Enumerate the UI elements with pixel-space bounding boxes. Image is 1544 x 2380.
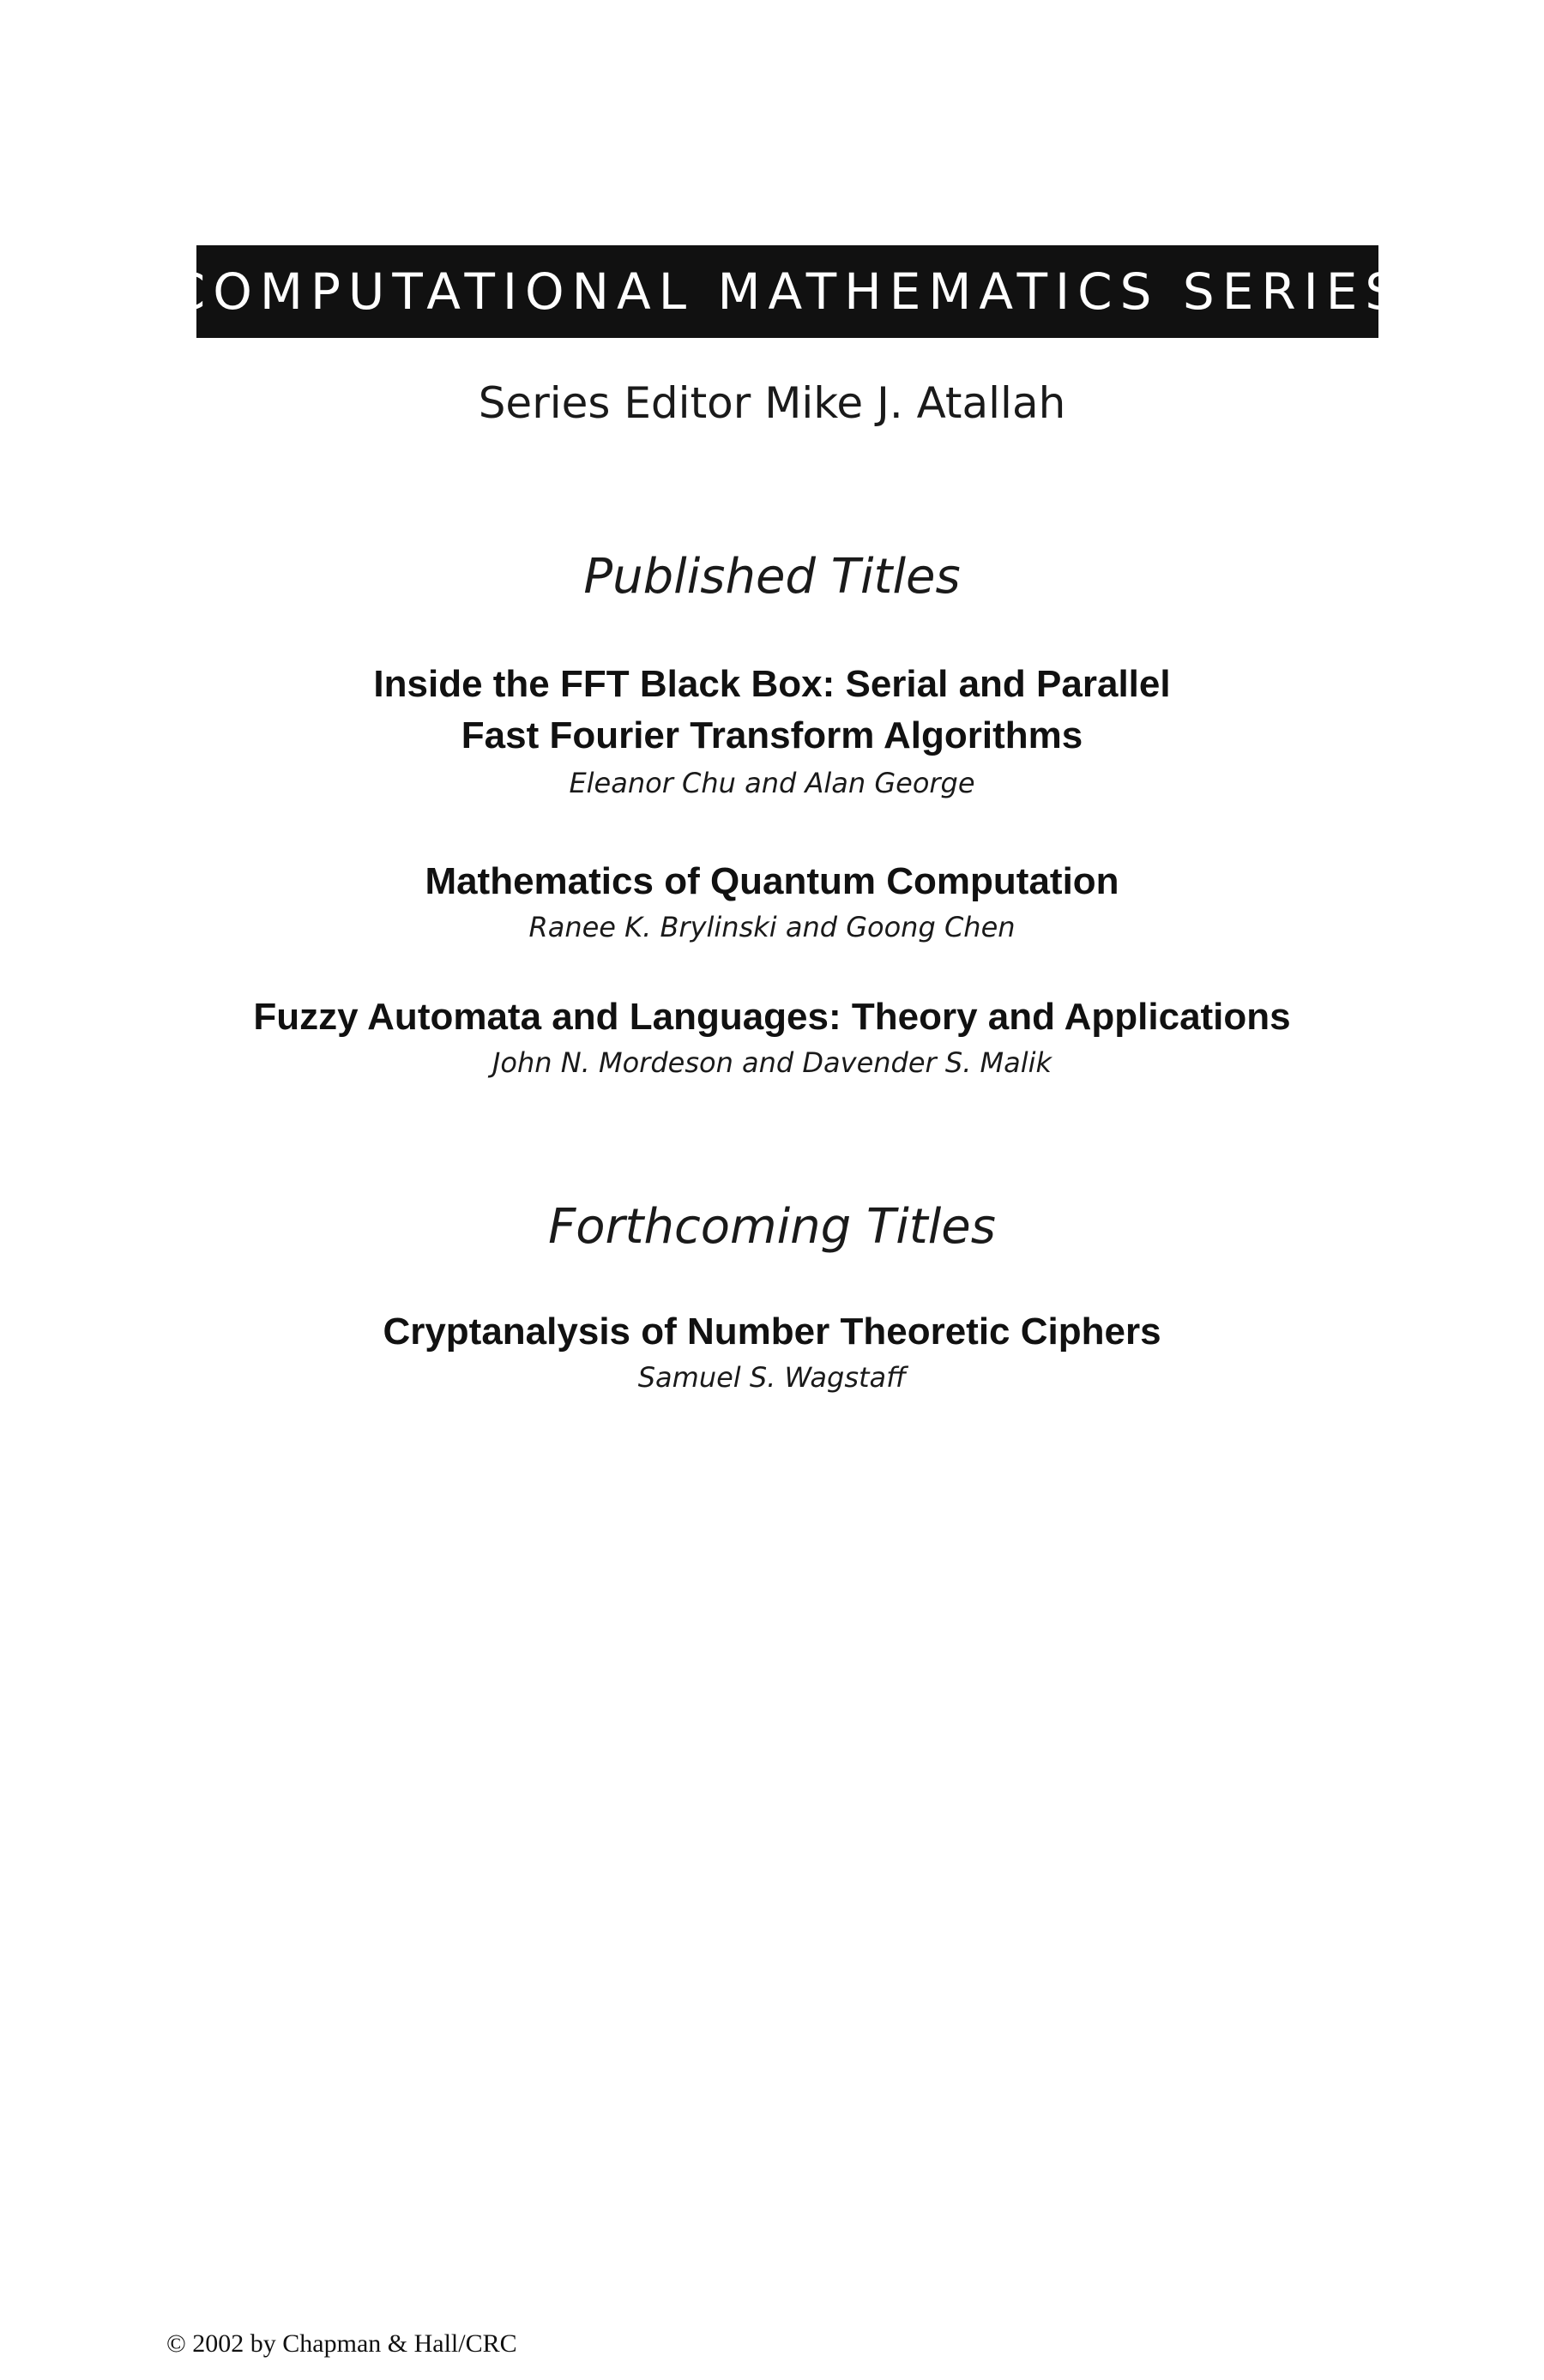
book-title: Cryptanalysis of Number Theoretic Ciphers (383, 1311, 1161, 1353)
book-title: Mathematics of Quantum Computation (425, 860, 1119, 902)
book-title-continued: Fast Fourier Transform Algorithms (461, 714, 1083, 756)
series-banner: COMPUTATIONAL MATHEMATICS SERIES (196, 245, 1378, 338)
book-authors: Ranee K. Brylinski and Goong Chen (528, 911, 1016, 943)
forthcoming-titles-heading: Forthcoming Titles (548, 1199, 996, 1255)
book-authors: Samuel S. Wagstaff (637, 1361, 907, 1394)
book-title: Fuzzy Automata and Languages: Theory and Applications (253, 996, 1291, 1038)
copyright-notice: © 2002 by Chapman & Hall/CRC (166, 2329, 517, 2358)
book-authors: Eleanor Chu and Alan George (569, 767, 975, 799)
published-titles-heading: Published Titles (583, 549, 961, 605)
book-title: Inside the FFT Black Box: Serial and Parallel (373, 663, 1171, 705)
book-authors: John N. Mordeson and Davender S. Malik (492, 1046, 1052, 1079)
series-editor: Series Editor Mike J. Atallah (478, 378, 1066, 428)
